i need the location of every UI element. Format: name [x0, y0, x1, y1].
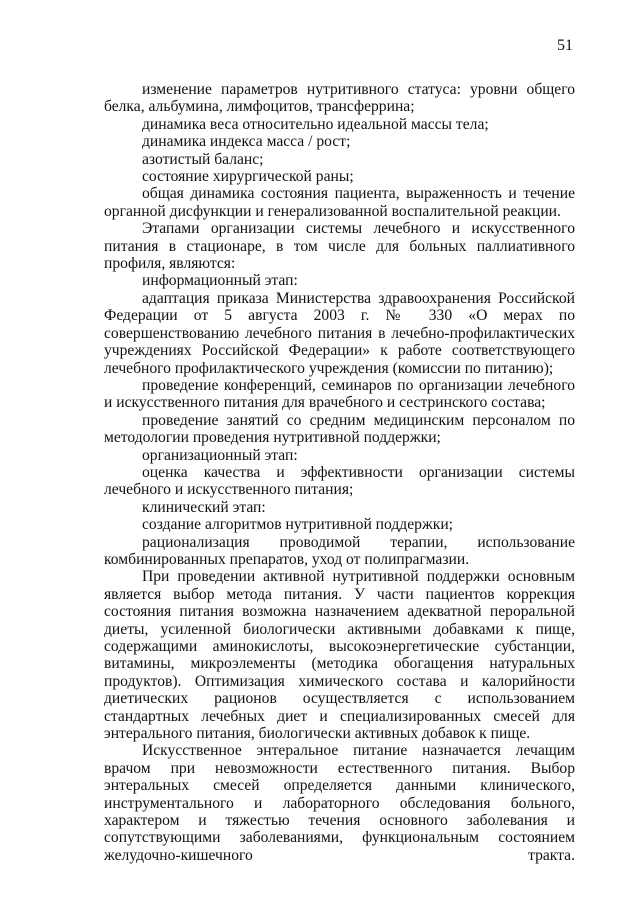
- paragraph: адаптация приказа Министерства здравоохранения Российской Федерации от 5 августа 2003 г. № 330 «О мерах по совершенствованию лечебного питания в лечебно-профилактических учреждениях Российской Федерации» к работе соответствующего лечебного профилактического учреждения (комиссии по питанию);: [104, 289, 575, 377]
- paragraph: проведение занятий со средним медицинским персоналом по методологии проведения нутритивной поддержки;: [104, 411, 575, 447]
- paragraph: Этапами организации системы лечебного и искусственного питания в стационаре, в том числе для больных паллиативного профиля, являются:: [104, 220, 575, 273]
- page-number: 51: [557, 37, 573, 54]
- paragraph: динамика индекса масса / рост;: [142, 133, 351, 151]
- paragraph: Искусственное энтеральное питание назначается лечащим врачом при невозможности естественного питания. Выбор энтеральных смесей определяется данными клинического, инструментального и лабораторного обследования больного, характером и тяжестью течения основного заболевания и сопутствующими заболеваниями, функциональным состоянием желудочно-кишечного тракта.: [104, 742, 575, 864]
- paragraph: изменение параметров нутритивного статуса: уровни общего белка, альбумина, лимфоцитов, трансферрина;: [104, 81, 575, 116]
- paragraph: клинический этап:: [142, 498, 266, 516]
- paragraph: организационный этап:: [142, 446, 298, 464]
- paragraph: динамика веса относительно идеальной массы тела;: [142, 115, 489, 133]
- paragraph: общая динамика состояния пациента, выраженность и течение органной дисфункции и генерализованной воспалительной реакции.: [104, 185, 575, 220]
- paragraph: проведение конференций, семинаров по организации лечебного и искусственного питания для врачебного и сестринского состава;: [104, 376, 575, 412]
- body-text: [104, 81, 575, 864]
- paragraph: оценка качества и эффективности организации системы лечебного и искусственного питания;: [104, 463, 575, 499]
- paragraph: состояние хирургической раны;: [142, 168, 354, 186]
- paragraph: информационный этап:: [142, 272, 298, 290]
- paragraph: азотистый баланс;: [142, 150, 264, 168]
- paragraph: рационализация проводимой терапии, использование комбинированных препаратов, уход от полипрагмазии.: [104, 533, 575, 568]
- paragraph: При проведении активной нутритивной поддержки основным является выбор метода питания. У части пациентов коррекция состояния питания возможна назначением адекватной пероральной диеты, усиленной биологически активными добавками к пище, содержащими аминокислоты, высокоэнергетические субстанции, витамины, микроэлементы (методика обогащения натуральных продуктов). Оптимизация химического состава и калорийности диетических рационов осуществляется с использованием стандартных лечебных диет и специализированных смесей для энтерального питания, биологически активных добавок к пище.: [104, 568, 575, 743]
- paragraph: создание алгоритмов нутритивной поддержки;: [142, 516, 453, 534]
